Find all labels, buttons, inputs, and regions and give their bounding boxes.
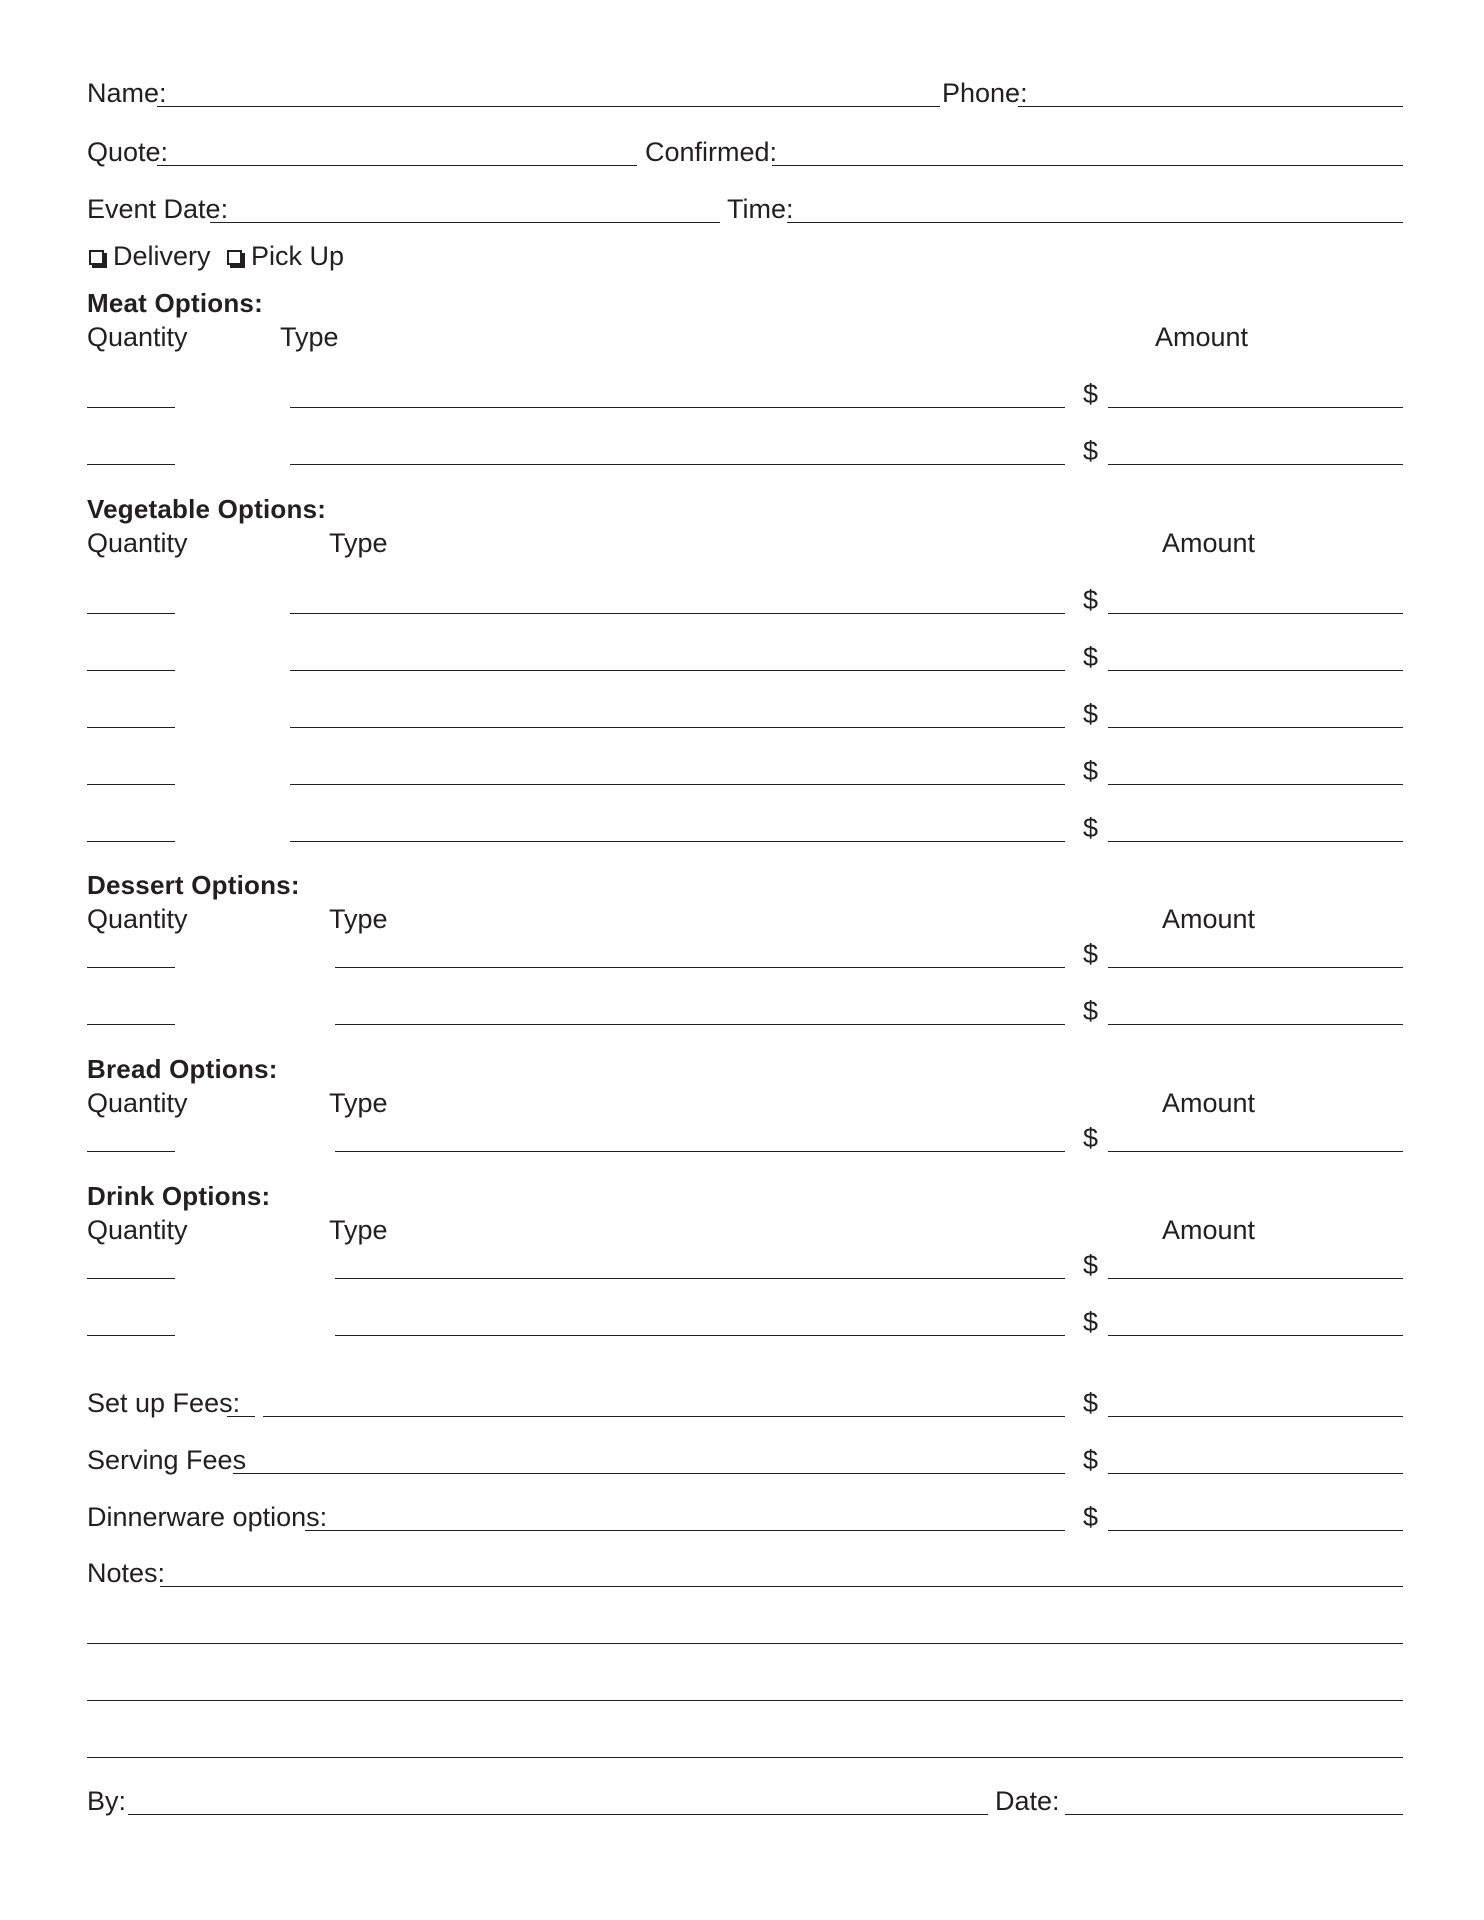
serving-fees-amount-field[interactable] <box>1108 1473 1403 1474</box>
confirmed-label: Confirmed: <box>645 137 778 167</box>
dollar-sign: $ <box>1083 699 1099 729</box>
amount-field[interactable] <box>1108 1151 1403 1152</box>
dollar-sign: $ <box>1083 1388 1099 1418</box>
drink-type-header: Type <box>329 1215 388 1245</box>
quantity-field[interactable] <box>87 784 175 785</box>
phone-field[interactable] <box>1018 106 1403 107</box>
pickup-label: Pick Up <box>251 241 345 271</box>
event-date-label: Event Date: <box>87 194 229 224</box>
quote-label: Quote: <box>87 137 169 167</box>
meat-options-heading: Meat Options: <box>87 288 263 318</box>
type-field[interactable] <box>290 784 1065 785</box>
name-field[interactable] <box>157 106 940 107</box>
notes-line[interactable] <box>160 1586 1403 1587</box>
type-field[interactable] <box>290 464 1065 465</box>
amount-field[interactable] <box>1108 967 1403 968</box>
type-field[interactable] <box>335 1024 1065 1025</box>
dollar-sign: $ <box>1083 939 1099 969</box>
setup-fees-label: Set up Fees: <box>87 1388 241 1418</box>
quantity-field[interactable] <box>87 464 175 465</box>
amount-field[interactable] <box>1108 784 1403 785</box>
delivery-checkbox[interactable] <box>89 250 104 265</box>
amount-field[interactable] <box>1108 727 1403 728</box>
dollar-sign: $ <box>1083 1307 1099 1337</box>
vegetable-amount-header: Amount <box>1162 528 1256 558</box>
type-field[interactable] <box>335 1335 1065 1336</box>
type-field[interactable] <box>290 613 1065 614</box>
setup-fees-field[interactable] <box>263 1416 1065 1417</box>
confirmed-field[interactable] <box>772 165 1403 166</box>
serving-fees-label: Serving Fees <box>87 1445 247 1475</box>
amount-field[interactable] <box>1108 670 1403 671</box>
quote-field[interactable] <box>157 165 637 166</box>
dollar-sign: $ <box>1083 1123 1099 1153</box>
type-field[interactable] <box>290 727 1065 728</box>
serving-fees-field[interactable] <box>233 1473 1065 1474</box>
dinnerware-amount-field[interactable] <box>1108 1530 1403 1531</box>
setup-fees-amount-field[interactable] <box>1108 1416 1403 1417</box>
dollar-sign: $ <box>1083 436 1099 466</box>
quantity-field[interactable] <box>87 1151 175 1152</box>
notes-line[interactable] <box>87 1700 1403 1701</box>
bread-amount-header: Amount <box>1162 1088 1256 1118</box>
notes-line[interactable] <box>87 1757 1403 1758</box>
time-label: Time: <box>727 194 794 224</box>
pickup-checkbox[interactable] <box>227 250 242 265</box>
meat-amount-header: Amount <box>1155 322 1249 352</box>
phone-label: Phone: <box>942 78 1028 108</box>
dollar-sign: $ <box>1083 1502 1099 1532</box>
quantity-field[interactable] <box>87 841 175 842</box>
quantity-field[interactable] <box>87 1278 175 1279</box>
name-label: Name: <box>87 78 167 108</box>
bread-type-header: Type <box>329 1088 388 1118</box>
dollar-sign: $ <box>1083 585 1099 615</box>
amount-field[interactable] <box>1108 841 1403 842</box>
vegetable-type-header: Type <box>329 528 388 558</box>
dessert-quantity-header: Quantity <box>87 904 188 934</box>
setup-fees-short-field[interactable] <box>227 1416 255 1417</box>
amount-field[interactable] <box>1108 1335 1403 1336</box>
quantity-field[interactable] <box>87 613 175 614</box>
dollar-sign: $ <box>1083 813 1099 843</box>
notes-line[interactable] <box>87 1643 1403 1644</box>
by-field[interactable] <box>128 1814 988 1815</box>
type-field[interactable] <box>290 841 1065 842</box>
dollar-sign: $ <box>1083 756 1099 786</box>
type-field[interactable] <box>335 1151 1065 1152</box>
event-date-field[interactable] <box>210 222 720 223</box>
dollar-sign: $ <box>1083 996 1099 1026</box>
vegetable-quantity-header: Quantity <box>87 528 188 558</box>
bread-quantity-header: Quantity <box>87 1088 188 1118</box>
delivery-label: Delivery <box>113 241 211 271</box>
quantity-field[interactable] <box>87 407 175 408</box>
dinnerware-options-field[interactable] <box>305 1530 1065 1531</box>
quantity-field[interactable] <box>87 967 175 968</box>
dinnerware-options-label: Dinnerware options: <box>87 1502 328 1532</box>
pickup-option[interactable] <box>227 243 344 270</box>
vegetable-options-heading: Vegetable Options: <box>87 494 327 524</box>
drink-options-heading: Drink Options: <box>87 1181 271 1211</box>
dollar-sign: $ <box>1083 642 1099 672</box>
dessert-options-heading: Dessert Options: <box>87 870 300 900</box>
dollar-sign: $ <box>1083 379 1099 409</box>
quantity-field[interactable] <box>87 1335 175 1336</box>
amount-field[interactable] <box>1108 407 1403 408</box>
amount-field[interactable] <box>1108 1278 1403 1279</box>
amount-field[interactable] <box>1108 464 1403 465</box>
by-label: By: <box>87 1786 127 1816</box>
date-field[interactable] <box>1065 1814 1403 1815</box>
type-field[interactable] <box>335 967 1065 968</box>
dessert-amount-header: Amount <box>1162 904 1256 934</box>
type-field[interactable] <box>290 407 1065 408</box>
quantity-field[interactable] <box>87 1024 175 1025</box>
amount-field[interactable] <box>1108 613 1403 614</box>
date-label: Date: <box>995 1786 1060 1816</box>
delivery-option[interactable] <box>89 243 211 270</box>
dessert-type-header: Type <box>329 904 388 934</box>
time-field[interactable] <box>787 222 1403 223</box>
quantity-field[interactable] <box>87 670 175 671</box>
drink-quantity-header: Quantity <box>87 1215 188 1245</box>
amount-field[interactable] <box>1108 1024 1403 1025</box>
drink-amount-header: Amount <box>1162 1215 1256 1245</box>
meat-quantity-header: Quantity <box>87 322 188 352</box>
dollar-sign: $ <box>1083 1250 1099 1280</box>
dollar-sign: $ <box>1083 1445 1099 1475</box>
quantity-field[interactable] <box>87 727 175 728</box>
bread-options-heading: Bread Options: <box>87 1054 278 1084</box>
meat-type-header: Type <box>280 322 339 352</box>
type-field[interactable] <box>290 670 1065 671</box>
notes-label: Notes: <box>87 1558 166 1588</box>
type-field[interactable] <box>335 1278 1065 1279</box>
